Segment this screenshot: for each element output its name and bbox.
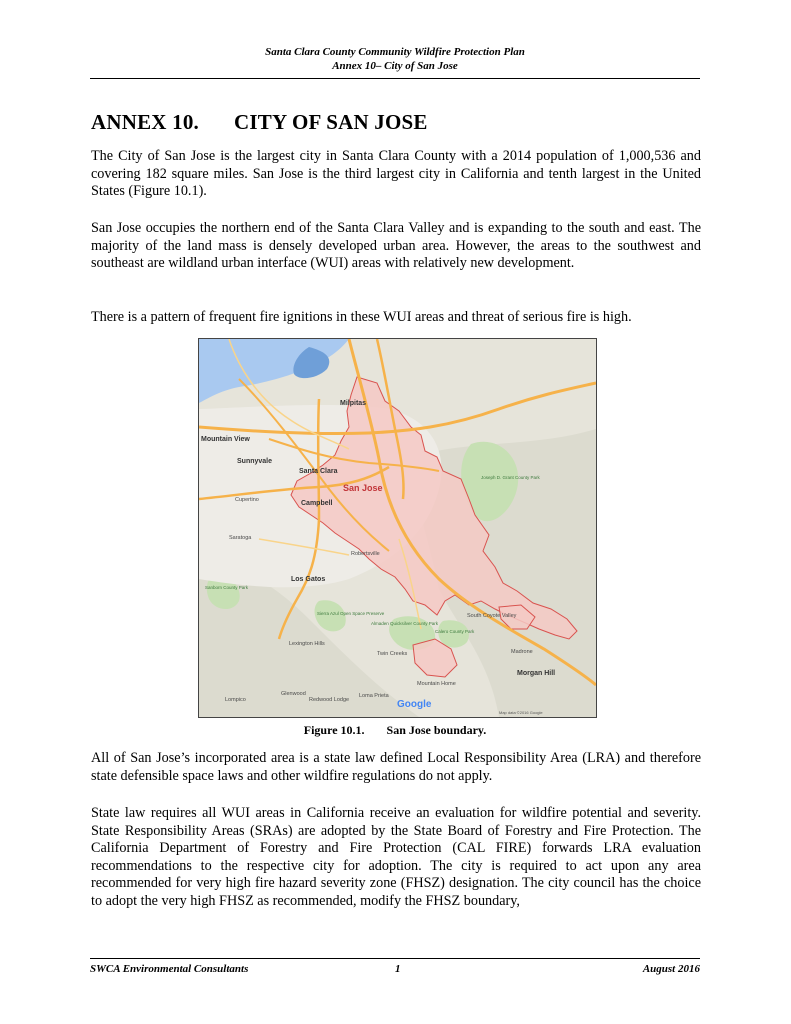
map-svg xyxy=(199,339,596,717)
paragraph-text: All of San Jose’s incorporated area is a state law defined Local Responsibility Area (LRA) and therefore state defensible space laws and other wildfire regulations do not apply. xyxy=(91,750,701,784)
map-label-glenwood: Glenwood xyxy=(281,691,306,697)
paragraph-text: State law requires all WUI areas in California receive an evaluation for wildfire potential and severity. State Responsibility Areas (SRAs) are adopted by the State Board of Forestry and Fire Protection. The California Department of Forestry and Fire Protection (CAL FIRE) forwards LRA evaluation recommendations to the respective city for adoption. The city is required to act upon any area recommended for very high fire hazard severity zone (FHSZ) designation. The city council has the choice to adopt the very high FHSZ as recommended, modify the FHSZ boundary, xyxy=(91,805,701,909)
map-label-madrone: Madrone xyxy=(511,649,533,655)
paragraph-fire-pattern xyxy=(91,309,701,327)
paragraph-text: The City of San Jose is the largest city in Santa Clara County with a 2014 population of 1,000,536 and covering 182 square miles. San Jose is the third largest city in California and tenth largest in the United States (Figure 10.1). xyxy=(91,148,701,199)
map-label-redwood-lodge: Redwood Lodge xyxy=(309,697,350,703)
map-label-joseph-grant: Joseph D. Grant County Park xyxy=(481,475,540,480)
footer-date: August 2016 xyxy=(642,963,700,975)
annex-heading xyxy=(91,110,428,135)
annex-title: CITY OF SAN JOSE xyxy=(234,110,428,134)
map-label-saratoga: Saratoga xyxy=(229,535,252,541)
map-label-twin-creeks: Twin Creeks xyxy=(377,651,408,657)
paragraph-geography xyxy=(91,220,701,273)
paragraph-state-law xyxy=(91,805,701,910)
map-label-milpitas: Milpitas xyxy=(340,400,367,407)
figure-caption-text: San Jose boundary. xyxy=(386,723,487,737)
map-label-lompico: Lompico xyxy=(225,697,246,703)
google-logo: Google xyxy=(397,699,432,710)
annex-number: ANNEX 10. xyxy=(91,110,199,134)
map-label-south-coyote-valley: South Coyote Valley xyxy=(467,613,517,619)
map-label-san-jose: San Jose xyxy=(343,483,383,493)
header-line-2: Annex 10– City of San Jose xyxy=(332,60,458,72)
map-label-mountain-home: Mountain Home xyxy=(417,681,456,687)
paragraph-text: There is a pattern of frequent fire ignitions in these WUI areas and threat of serious fire is high. xyxy=(91,309,632,325)
map-label-morgan-hill: Morgan Hill xyxy=(517,670,556,677)
map-label-mountain-view: Mountain View xyxy=(201,436,250,443)
map-label-sanborn: Sanborn County Park xyxy=(205,585,249,590)
header-line-1: Santa Clara County Community Wildfire Protection Plan xyxy=(265,46,525,58)
footer-rule xyxy=(90,958,700,959)
map-label-calero: Calero County Park xyxy=(435,629,475,634)
map-label-campbell: Campbell xyxy=(301,500,333,507)
page-number: 1 xyxy=(395,963,401,975)
map-label-loma-prieta: Loma Prieta xyxy=(359,693,389,699)
paragraph-lra xyxy=(91,750,701,785)
footer-organization: SWCA Environmental Consultants xyxy=(90,963,249,975)
map-label-santa-clara: Santa Clara xyxy=(299,468,338,475)
figure-number: Figure 10.1. xyxy=(303,723,365,737)
map-label-sunnyvale: Sunnyvale xyxy=(237,458,273,465)
header-rule xyxy=(90,78,700,79)
paragraph-intro xyxy=(91,148,701,201)
san-jose-boundary-map xyxy=(198,338,597,718)
figure-caption xyxy=(90,723,700,738)
map-label-lexington-hills: Lexington Hills xyxy=(289,641,325,647)
map-label-los-gatos: Los Gatos xyxy=(291,576,326,583)
map-label-cupertino: Cupertino xyxy=(235,497,259,503)
running-footer xyxy=(90,963,700,977)
paragraph-text: San Jose occupies the northern end of the Santa Clara Valley and is expanding to the south and east. The majority of the land mass is densely developed urban area. However, the areas to the southwest and southeast are wildland urban interface (WUI) areas with relatively new development. xyxy=(91,220,701,271)
map-label-robertsville: Robertsville xyxy=(351,551,380,557)
running-header xyxy=(90,45,700,73)
map-label-sierra-azul: Sierra Azul Open Space Preserve xyxy=(317,611,385,616)
map-attribution: Map data ©2016 Google xyxy=(499,710,543,715)
map-label-almaden-quicksilver: Almaden Quicksilver County Park xyxy=(371,621,439,626)
